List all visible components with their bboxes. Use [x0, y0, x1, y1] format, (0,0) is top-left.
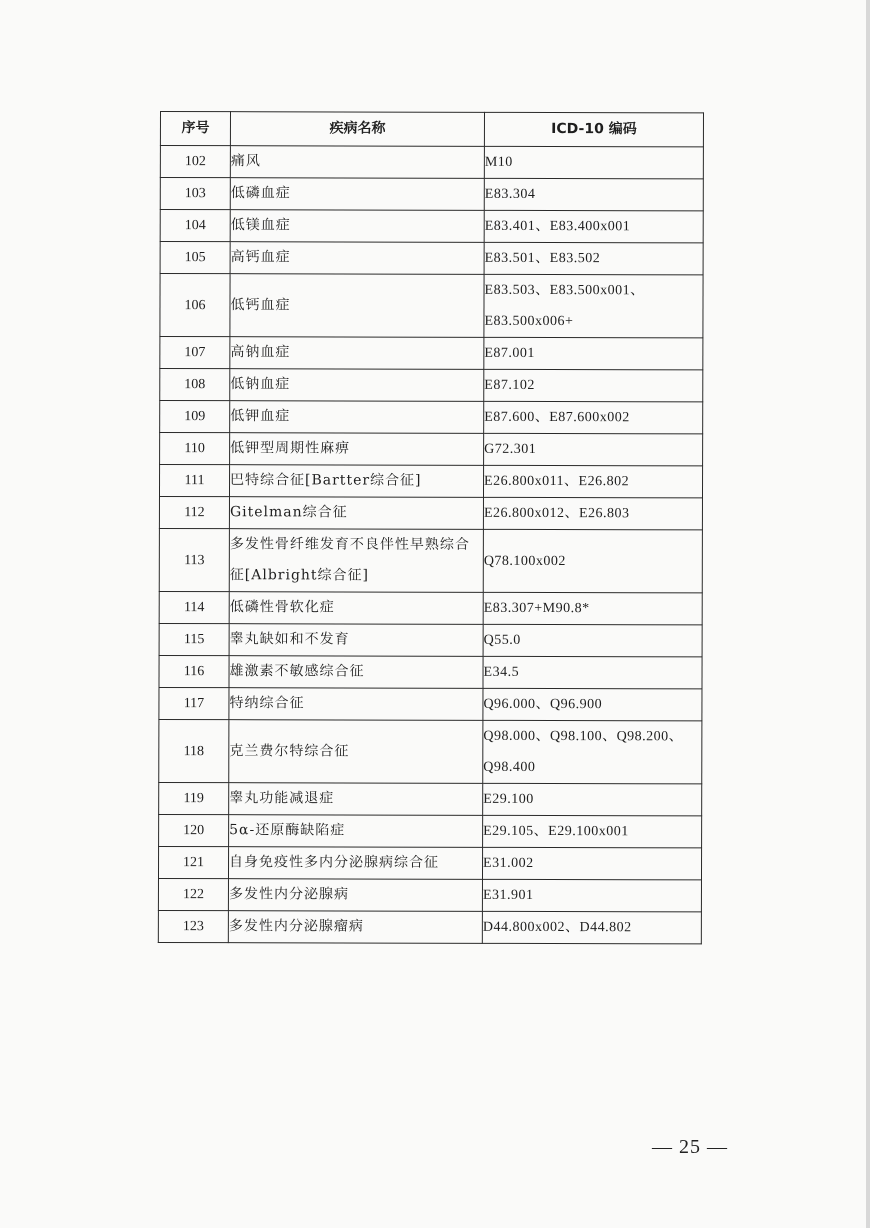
row-disease-name: 5α-还原酶缺陷症: [229, 815, 483, 848]
row-icd-code: E26.800x011、E26.802: [483, 465, 702, 498]
row-serial-number: 113: [159, 528, 229, 591]
table-row: [159, 782, 702, 815]
row-serial-number: 122: [158, 878, 228, 910]
row-disease-name: 多发性内分泌腺瘤病: [228, 911, 482, 944]
row-disease-name: 痛风: [230, 146, 484, 179]
row-serial-number: 123: [158, 910, 228, 942]
row-serial-number: 105: [160, 242, 230, 274]
page-edge-shadow: [866, 0, 870, 1228]
row-disease-name: 高钠血症: [230, 337, 484, 370]
row-serial-number: 121: [158, 846, 228, 878]
row-serial-number: 108: [160, 369, 230, 401]
row-serial-number: 103: [160, 178, 230, 210]
disease-code-table: [158, 111, 704, 944]
row-disease-name: 多发性内分泌腺病: [228, 879, 482, 912]
table-row: [159, 497, 702, 530]
table-row: [160, 433, 703, 466]
row-icd-code: Q98.000、Q98.100、Q98.200、Q98.400: [483, 720, 702, 784]
row-disease-name: 高钙血症: [230, 242, 484, 275]
table-row: [159, 814, 702, 847]
table-row: [158, 878, 701, 911]
table-row: [160, 242, 703, 275]
row-serial-number: 115: [159, 623, 229, 655]
row-disease-name: 睾丸缺如和不发育: [229, 624, 483, 657]
row-disease-name: 自身免疫性多内分泌腺病综合征: [228, 847, 482, 880]
row-serial-number: 120: [159, 814, 229, 846]
row-icd-code: E83.304: [484, 178, 703, 211]
row-icd-code: E26.800x012、E26.803: [483, 497, 702, 530]
header-serial-number: 序号: [160, 112, 230, 146]
row-icd-code: E83.503、E83.500x001、E83.500x006+: [484, 274, 703, 338]
table-body: [158, 146, 703, 944]
row-icd-code: E87.001: [484, 337, 703, 370]
row-icd-code: Q78.100x002: [483, 529, 702, 593]
row-icd-code: D44.800x002、D44.802: [482, 911, 701, 944]
row-disease-name: 特纳综合征: [229, 688, 483, 721]
row-disease-name: 克兰费尔特综合征: [229, 720, 483, 784]
row-serial-number: 107: [160, 337, 230, 369]
row-disease-name: 低磷血症: [230, 178, 484, 211]
row-icd-code: E31.002: [482, 847, 701, 880]
row-icd-code: E83.307+M90.8*: [483, 592, 702, 625]
table-row: [159, 465, 702, 498]
row-disease-name: 睾丸功能减退症: [229, 783, 483, 816]
row-disease-name: 巴特综合征[Bartter综合征]: [229, 465, 483, 498]
table-row: [159, 687, 702, 720]
row-icd-code: E87.600、E87.600x002: [484, 401, 703, 434]
table-row: [158, 846, 701, 879]
row-icd-code: E83.501、E83.502: [484, 242, 703, 275]
table-row: [159, 655, 702, 688]
header-disease-name: 疾病名称: [230, 112, 484, 147]
table-row: [158, 910, 701, 943]
header-icd-code: ICD-10 编码: [484, 112, 703, 147]
row-serial-number: 102: [160, 146, 230, 178]
row-disease-name: 多发性骨纤维发育不良伴性早熟综合征[Albright综合征]: [229, 529, 483, 593]
row-icd-code: Q55.0: [483, 624, 702, 657]
row-icd-code: G72.301: [484, 433, 703, 466]
row-icd-code: E31.901: [482, 879, 701, 912]
row-disease-name: 雄激素不敏感综合征: [229, 656, 483, 689]
row-icd-code: E34.5: [483, 656, 702, 689]
table-row: [160, 369, 703, 402]
table-row: [159, 719, 702, 783]
table-row: [160, 210, 703, 243]
table-row: [159, 591, 702, 624]
row-serial-number: 118: [159, 719, 229, 782]
row-serial-number: 116: [159, 655, 229, 687]
row-disease-name: 低钾血症: [230, 401, 484, 434]
row-serial-number: 114: [159, 591, 229, 623]
row-serial-number: 109: [160, 401, 230, 433]
row-disease-name: 低钙血症: [230, 274, 484, 338]
table-row: [160, 401, 703, 434]
row-serial-number: 106: [160, 274, 230, 337]
row-icd-code: E87.102: [484, 369, 703, 402]
row-serial-number: 117: [159, 687, 229, 719]
table-header: [160, 112, 703, 147]
row-icd-code: M10: [484, 146, 703, 179]
row-icd-code: E29.100: [483, 783, 702, 816]
table-row: [160, 178, 703, 211]
row-serial-number: 104: [160, 210, 230, 242]
row-serial-number: 112: [159, 497, 229, 529]
row-serial-number: 111: [159, 465, 229, 497]
row-disease-name: 低镁血症: [230, 210, 484, 243]
table-row: [160, 337, 703, 370]
row-icd-code: E83.401、E83.400x001: [484, 210, 703, 243]
row-disease-name: 低钾型周期性麻痹: [230, 433, 484, 466]
row-disease-name: 低磷性骨软化症: [229, 592, 483, 625]
table-row: [159, 623, 702, 656]
table-row: [160, 274, 703, 338]
page-number: — 25 —: [652, 1136, 728, 1158]
row-serial-number: 110: [160, 433, 230, 465]
row-icd-code: E29.105、E29.100x001: [483, 815, 702, 848]
row-disease-name: Gitelman综合征: [229, 497, 483, 530]
header-row: [160, 112, 703, 147]
table-row: [160, 146, 703, 179]
row-serial-number: 119: [159, 782, 229, 814]
row-disease-name: 低钠血症: [230, 369, 484, 402]
row-icd-code: Q96.000、Q96.900: [483, 688, 702, 721]
table-row: [159, 528, 702, 592]
